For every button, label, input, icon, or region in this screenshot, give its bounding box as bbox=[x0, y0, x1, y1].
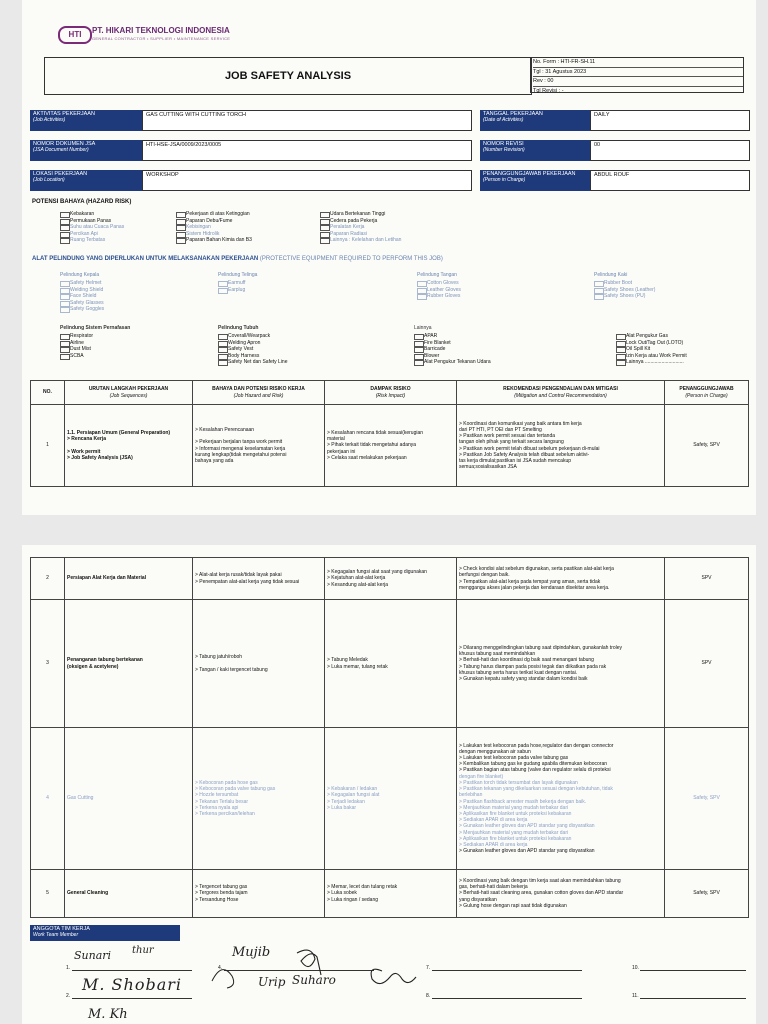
field-revisi-label: NOMOR REVISI (Number Revision) bbox=[480, 140, 590, 161]
ppe-telinga-list bbox=[218, 280, 298, 293]
ppe-item: Dust Mist bbox=[60, 346, 160, 353]
jsa-page-2 bbox=[22, 545, 756, 1024]
team-num-8: 8. bbox=[426, 993, 431, 999]
hazard-item: Cedera pada Pekerja bbox=[320, 218, 470, 225]
hazard-item: Percikan Api bbox=[60, 231, 180, 238]
row-impact: > Tabung Meledak > Luka memar, tulang retak bbox=[325, 600, 457, 728]
team-signature-5: Urip bbox=[258, 975, 286, 989]
form-rev: Rev : 00 bbox=[533, 77, 743, 87]
ppe-item: Alat Pengukur Gas bbox=[616, 333, 746, 340]
ppe-item: SCBA bbox=[60, 353, 160, 360]
hazard-title: POTENSI BAHAYA (HAZARD RISK) bbox=[32, 199, 132, 205]
row-no: 5 bbox=[31, 870, 65, 918]
team-line-10 bbox=[640, 970, 746, 971]
row-pic: SPV bbox=[665, 558, 749, 600]
form-date: Tgl : 31 Agustus 2023 bbox=[533, 68, 743, 78]
table-row bbox=[31, 558, 749, 600]
ppe-tubuh-title: Pelindung Tubuh bbox=[218, 325, 259, 331]
company-name: PT. HIKARI TEKNOLOGI INDONESIA bbox=[92, 26, 230, 35]
field-dokumen-value: HTI-HSE-JSA/0009/2023/0005 bbox=[142, 140, 472, 161]
hazard-item: Paparan Bahan Kimia dan B3 bbox=[176, 237, 316, 244]
company-tagline: GENERAL CONTRACTOR • SUPPLIER • MAINTENANCE SERVICE bbox=[92, 36, 231, 41]
row-step: General Cleaning bbox=[65, 870, 193, 918]
team-num-10: 10. bbox=[632, 965, 639, 971]
ppe-telinga-title: Pelindung Telinga bbox=[218, 272, 258, 278]
ppe-kaki-list bbox=[594, 280, 714, 300]
field-lokasi-label: LOKASI PEKERJAAN (Job Location) bbox=[30, 170, 142, 191]
row-step: Penanganan tabung bertekanan (oksigen & acetylene) bbox=[65, 600, 193, 728]
header-steps: URUTAN LANGKAH PEKERJAAN (Job Sequences) bbox=[65, 381, 193, 405]
form-rev-date: Tgl Revisi : - bbox=[533, 87, 564, 94]
ppe-item: Rubber Boot bbox=[594, 280, 714, 287]
team-signature-6: Suharo bbox=[292, 973, 336, 987]
row-hazard: > Kesalahan Perencanaan > Pekerjaan berjalan tanpa work permit > Informasi mengenai keselamatan kerja kurang lengkap(tidak mengetahui potensi bahaya yang ada bbox=[193, 405, 325, 487]
team-signature-4: Mujib bbox=[232, 945, 271, 960]
team-signature-7: M. Kh bbox=[88, 1007, 128, 1022]
table-row bbox=[31, 728, 749, 870]
ppe-item: Leather Gloves bbox=[417, 287, 507, 294]
hazard-item: Paparan Radiasi bbox=[320, 231, 470, 238]
team-mark-1: thur bbox=[132, 945, 154, 956]
company-logo: HTI bbox=[58, 26, 92, 44]
header-no: NO. bbox=[31, 381, 65, 405]
team-signatures-drawing bbox=[202, 941, 442, 1001]
row-impact: > Kesalahan rencana tidak sesuai(kerugian material > Pihak terkait tidak mengetahui adanya pekerjaan ini > Celaka saat melakukan pekerjaan bbox=[325, 405, 457, 487]
team-line-11 bbox=[640, 998, 746, 999]
row-no: 4 bbox=[31, 728, 65, 870]
mitigation-faded: dengan fire blanket) > Pastikan torch tidak tersumbat dan layak digunakan > Pastikan tekanan yang dikeluarkan sesuai dengan kebutuhan, tidak berlebihan > Pastikan flashback arrester masih bekerja dengan baik. > Menjauhkan material yang mudah terbakar dari > Aplikasikan fire blanket untuk proteksi kebakaran > Sediakan APAR di area kerja > Gunakan leather gloves dan APD standar yang disyaratkan > Menjauhkan material yang mudah terbakar dari > Aplikasikan fire blanket untuk proteksi kebakaran > Sediakan APAR di area kerja bbox=[459, 773, 613, 848]
row-pic: Safety, SPV bbox=[665, 405, 749, 487]
ppe-item: Alat Pengukur Tekanan Udara bbox=[414, 359, 534, 366]
ppe-item: Earmuff bbox=[218, 280, 298, 287]
ppe-pernafasan-title: Pelindung Sistem Pernafasan bbox=[60, 325, 131, 331]
ppe-tangan-title: Pelindung Tangan bbox=[417, 272, 457, 278]
field-aktivitas-label: AKTIVITAS PEKERJAAN (Job Activities) bbox=[30, 110, 142, 131]
hazard-item: Kebisingan bbox=[176, 224, 316, 231]
row-hazard: > Tergencet tabung gas > Tergores benda tajam > Tersandung Hose bbox=[193, 870, 325, 918]
ppe-item: Fire Blanket bbox=[414, 340, 534, 347]
ppe-item: Oil Spill Kit bbox=[616, 346, 746, 353]
form-number: No. Form : HTI-FR-SH.11 bbox=[533, 58, 743, 68]
form-info bbox=[530, 57, 744, 93]
team-line-7 bbox=[432, 970, 582, 971]
ppe-pernafasan-list bbox=[60, 333, 160, 359]
team-label: ANGGOTA TIM KERJA Work Team Member bbox=[30, 925, 180, 941]
field-tanggal-value: DAILY bbox=[590, 110, 750, 131]
mitigation-bottom: > Gunakan leather gloves dan APD standar yang disyaratkan bbox=[459, 848, 595, 855]
team-line-1 bbox=[72, 970, 192, 971]
ppe-kaki-title: Pelindung Kaki bbox=[594, 272, 628, 278]
ppe-item: Cotton Gloves bbox=[417, 280, 507, 287]
header-impact: DAMPAK RISIKO (Risk Impact) bbox=[325, 381, 457, 405]
ppe-item: Airline bbox=[60, 340, 160, 347]
ppe-item: Welding Apron bbox=[218, 340, 338, 347]
table-row bbox=[31, 870, 749, 918]
hazard-item: Lainnya : Kelelahan dan Letihan bbox=[320, 237, 470, 244]
team-num-1: 1. bbox=[66, 965, 71, 971]
ppe-item: Face Shield bbox=[60, 293, 160, 300]
team-signature-1: Sunari bbox=[74, 949, 112, 962]
ppe-item: Welding Shield bbox=[60, 287, 160, 294]
hazard-col-3 bbox=[320, 211, 470, 244]
ppe-title bbox=[32, 256, 443, 262]
header-pic: PENANGGUNGJAWAB (Person in Charge) bbox=[665, 381, 749, 405]
header-hazard: BAHAYA DAN POTENSI RISIKO KERJA (Job Hazard and Risk) bbox=[193, 381, 325, 405]
ppe-item: Izin Kerja atau Work Permit bbox=[616, 353, 746, 360]
header-mitigation: REKOMENDASI PENGENDALIAN DAN MITIGASI (Mitigation and Control Recommendation) bbox=[457, 381, 665, 405]
ppe-item: Body Harness bbox=[218, 353, 338, 360]
team-num-2: 2. bbox=[66, 993, 71, 999]
team-signature-2: M. Shobari bbox=[82, 975, 182, 994]
hazard-item: Udara Bertekanan Tinggi bbox=[320, 211, 470, 218]
field-pj-label: PENANGGUNGJAWAB PEKERJAAN (Person in Charge) bbox=[480, 170, 590, 191]
team-num-11: 11. bbox=[632, 993, 639, 999]
row-step: Gas Cutting bbox=[65, 728, 193, 870]
row-mitigation bbox=[457, 728, 665, 870]
jsa-page-1 bbox=[22, 0, 756, 515]
row-impact: > Kegagalan fungsi alat saat yang digunakan > Kejatuhan alat-alat kerja > Kesandung alat-alat kerja bbox=[325, 558, 457, 600]
ppe-item: Safety Goggles bbox=[60, 306, 160, 313]
row-mitigation: > Dilarang menggelindingkan tabung saat dipindahkan, gunakanlah troley khusus tabung saat memindahkan > Berhati-hati dan koordinasi dg baik saat menangani tabung > Tabung harus diampan pada posisi tegak dan diikatkan pada rak khusus tabung serta harus terikat kuat dengan rantai. > Gunakan kepatu safety yang standar dalam kondisi baik bbox=[457, 600, 665, 728]
team-line-8 bbox=[432, 998, 582, 999]
hazard-item: Kebakaran bbox=[60, 211, 180, 218]
hazard-item: Pekerjaan di atas Ketinggian bbox=[176, 211, 316, 218]
ppe-title-sub: (PROTECTIVE EQUIPMENT REQUIRED TO PERFORM THIS JOB) bbox=[259, 256, 443, 262]
ppe-item: Barricade bbox=[414, 346, 534, 353]
table-header-row bbox=[31, 381, 749, 405]
row-pic: SPV bbox=[665, 600, 749, 728]
ppe-kepala-title: Pelindung Kepala bbox=[60, 272, 100, 278]
ppe-item: Safety Shoes (PU) bbox=[594, 293, 714, 300]
team-num-4: 4. bbox=[218, 965, 223, 971]
row-no: 3 bbox=[31, 600, 65, 728]
table-row bbox=[31, 600, 749, 728]
team-num-7: 7. bbox=[426, 965, 431, 971]
row-mitigation: > Koordinasi yang baik dengan tim kerja saat akan memindahkan tabung gas, berhati-hati dalam bekerja > Berhati-hati saat cleaning area, gunakan cotton gloves dan APD standar yang disyaratkan > Gulung hose dengan rapi saat tidak digunakan bbox=[457, 870, 665, 918]
hazard-item: Sistem Hidrolik bbox=[176, 231, 316, 238]
hazard-item: Suhu atau Cuaca Panas bbox=[60, 224, 180, 231]
ppe-lainnya-title: Lainnya bbox=[414, 325, 432, 331]
row-step: 1.1. Persiapan Umum (General Preparation) > Rencana Kerja > Work permit > Job Safety Analysis (JSA) bbox=[65, 405, 193, 487]
row-no: 2 bbox=[31, 558, 65, 600]
row-step: Persiapan Alat Kerja dan Material bbox=[65, 558, 193, 600]
ppe-item: Lainnya ............................ bbox=[616, 359, 746, 366]
document-title: JOB SAFETY ANALYSIS bbox=[44, 57, 532, 95]
ppe-lainnya-list bbox=[414, 333, 534, 366]
jsa-table-1 bbox=[30, 380, 749, 487]
field-aktivitas-value: GAS CUTTING WITH CUTTING TORCH bbox=[142, 110, 472, 131]
row-impact: > Kebakaran / ledakan > Kegagalan fungsi alat > Terjadi ledakan > Luka bakar bbox=[325, 728, 457, 870]
row-no: 1 bbox=[31, 405, 65, 487]
field-lokasi-value: WORKSHOP bbox=[142, 170, 472, 191]
row-pic: Safety, SPV bbox=[665, 870, 749, 918]
hazard-item: Paparan Debu/Fume bbox=[176, 218, 316, 225]
row-mitigation: > Koordinasi dan komunikasi yang baik antara tim kerja dari PT HTI, PT OEI dan PT Smelting > Pastikan work permit sesuai dan tertanda tangan oleh pihak yang terkait secara langsung > Pastikan work permit telah dibuat sebelum pekerjaan di-mulai > Pastikan Job Safety Analysis telah dibuat sebelum aktivi- tas kerja dimulai;pastikan isi JSA sudah mencakup semua;sosialisasikan JSA bbox=[457, 405, 665, 487]
ppe-lainnya2-list bbox=[616, 333, 746, 366]
table-row bbox=[31, 405, 749, 487]
ppe-item: Blower bbox=[414, 353, 534, 360]
ppe-title-main: ALAT PELINDUNG YANG DIPERLUKAN UNTUK MELAKSANAKAN PEKERJAAN bbox=[32, 256, 259, 262]
row-mitigation: > Check kondisi alat sebelum digunakan, serta pastikan alat-alat kerja berfungsi dengan baik. > Tempatkan alat-alat kerja pada tempat yang aman, serta tidak menggangu akses jalan pekerja dan kendaraan disekitar area kerja. bbox=[457, 558, 665, 600]
ppe-item: Respirator bbox=[60, 333, 160, 340]
row-hazard: > Kebocoran pada hose gas > Kebocoran pada valve tabung gas > Hozzle tersumbat > Tekanan Terlalu besar > Terkena nyala api > Terkena percikan/lelehan bbox=[193, 728, 325, 870]
jsa-table-2 bbox=[30, 557, 749, 918]
ppe-item: Safety Vest bbox=[218, 346, 338, 353]
ppe-item: Earplug bbox=[218, 287, 298, 294]
ppe-kepala-list bbox=[60, 280, 160, 313]
row-hazard: > Tabung jatuh/roboh > Tangan / kaki tergencet tabung bbox=[193, 600, 325, 728]
hazard-item: Ruang Terbatas bbox=[60, 237, 180, 244]
ppe-item: Safety Net dan Safety Line bbox=[218, 359, 338, 366]
hazard-item: Permukaan Panas bbox=[60, 218, 180, 225]
ppe-item: Rubber Gloves bbox=[417, 293, 507, 300]
row-impact: > Memar, lecet dan tulang retak > Luka sobek > Luka ringan / sedang bbox=[325, 870, 457, 918]
hazard-col-2 bbox=[176, 211, 316, 244]
ppe-item: Lock Out/Tag Out (LOTO) bbox=[616, 340, 746, 347]
field-dokumen-label: NOMOR DOKUMEN JSA (JSA Document Number) bbox=[30, 140, 142, 161]
team-line-2 bbox=[72, 998, 192, 999]
field-revisi-value: 00 bbox=[590, 140, 750, 161]
hazard-col-1 bbox=[60, 211, 180, 244]
row-pic: Safety, SPV bbox=[665, 728, 749, 870]
field-pj-value: ABDUL ROUF bbox=[590, 170, 750, 191]
field-tanggal-label: TANGGAL PEKERJAAN (Date of Activities) bbox=[480, 110, 590, 131]
ppe-tangan-list bbox=[417, 280, 507, 300]
ppe-item: APAR bbox=[414, 333, 534, 340]
mitigation-top: > Lakukan test kebocoran pada hose,regulator dan dengan connector dengan menggunakan air sabun > Lakukan test kebocoran pada valve tabung gas > Kembalikan tabung gas ke gudang apabila ditemukan kebocoran > Pastikan bagian atas tabung (valve dan regulator selalu di proteksi bbox=[459, 742, 614, 774]
ppe-item: Safety Shoes (Leather) bbox=[594, 287, 714, 294]
ppe-item: Safety Helmet bbox=[60, 280, 160, 287]
ppe-item: Coverall/Wearpack bbox=[218, 333, 338, 340]
hazard-item: Peralatan Kerja bbox=[320, 224, 470, 231]
ppe-item: Safety Glasses bbox=[60, 300, 160, 307]
ppe-tubuh-list bbox=[218, 333, 338, 366]
row-hazard: > Alat-alat kerja rusak/tidak layak pakai > Penempatan alat-alat kerja yang tidak sesuai bbox=[193, 558, 325, 600]
